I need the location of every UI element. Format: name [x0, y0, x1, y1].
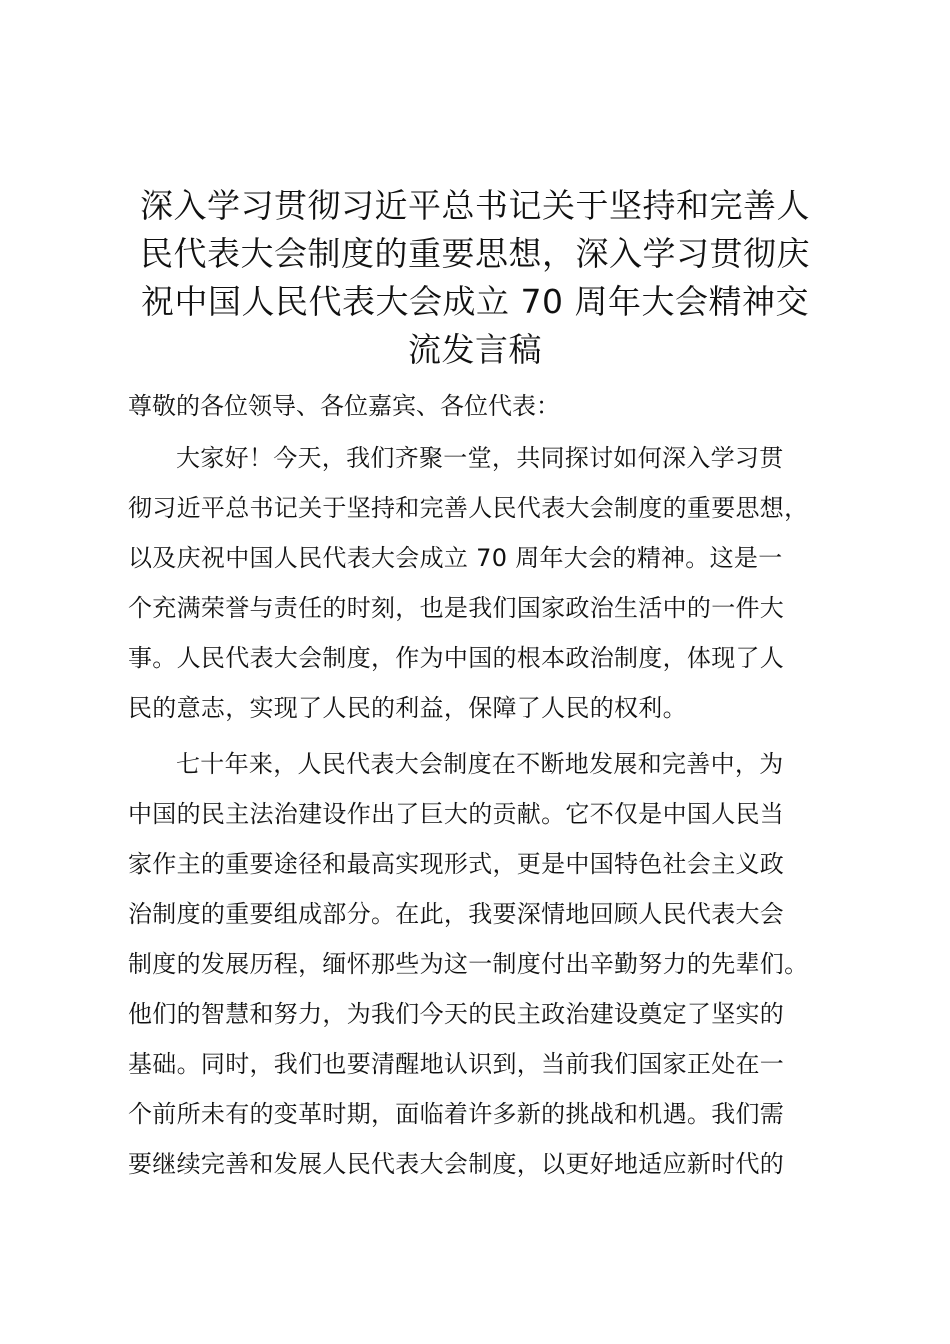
text-line: 个前所未有的变革时期，面临着许多新的挑战和机遇。我们需 [128, 1100, 785, 1128]
paragraph-1 [128, 433, 848, 733]
text-line: 彻习近平总书记关于坚持和完善人民代表大会制度的重要思想， [128, 494, 809, 522]
text-line: 以及庆祝中国人民代表大会成立 70 周年大会的精神。这是一 [128, 544, 783, 572]
text-line: 他们的智慧和努力，为我们今天的民主政治建设奠定了坚实的 [128, 1000, 785, 1028]
document-title [118, 182, 832, 374]
text-line: 个充满荣誉与责任的时刻，也是我们国家政治生活中的一件大 [128, 594, 785, 622]
paragraph-2 [128, 739, 848, 1189]
text-line: 事。人民代表大会制度，作为中国的根本政治制度，体现了人 [128, 644, 785, 672]
text-line: 大家好！今天，我们齐聚一堂，共同探讨如何深入学习贯 [176, 444, 784, 472]
title-line: 民代表大会制度的重要思想，深入学习贯彻庆 [140, 234, 810, 273]
text-line: 制度的发展历程，缅怀那些为这一制度付出辛勤努力的先辈们。 [128, 950, 809, 978]
text-line: 七十年来，人民代表大会制度在不断地发展和完善中，为 [176, 750, 784, 778]
document-body [128, 433, 848, 1195]
salutation: 尊敬的各位领导、各位嘉宾、各位代表： [128, 392, 560, 420]
text-line: 要继续完善和发展人民代表大会制度，以更好地适应新时代的 [128, 1150, 785, 1178]
title-line: 流发言稿 [408, 330, 542, 369]
text-line: 治制度的重要组成部分。在此，我要深情地回顾人民代表大会 [128, 900, 785, 928]
title-line: 祝中国人民代表大会成立 70 周年大会精神交 [141, 282, 809, 321]
text-line: 中国的民主法治建设作出了巨大的贡献。它不仅是中国人民当 [128, 800, 785, 828]
text-line: 家作主的重要途径和最高实现形式，更是中国特色社会主义政 [128, 850, 785, 878]
text-line: 基础。同时，我们也要清醒地认识到，当前我们国家正处在一 [128, 1050, 785, 1078]
text-line: 民的意志，实现了人民的利益，保障了人民的权利。 [128, 694, 687, 722]
title-line: 深入学习贯彻习近平总书记关于坚持和完善人 [140, 186, 810, 225]
